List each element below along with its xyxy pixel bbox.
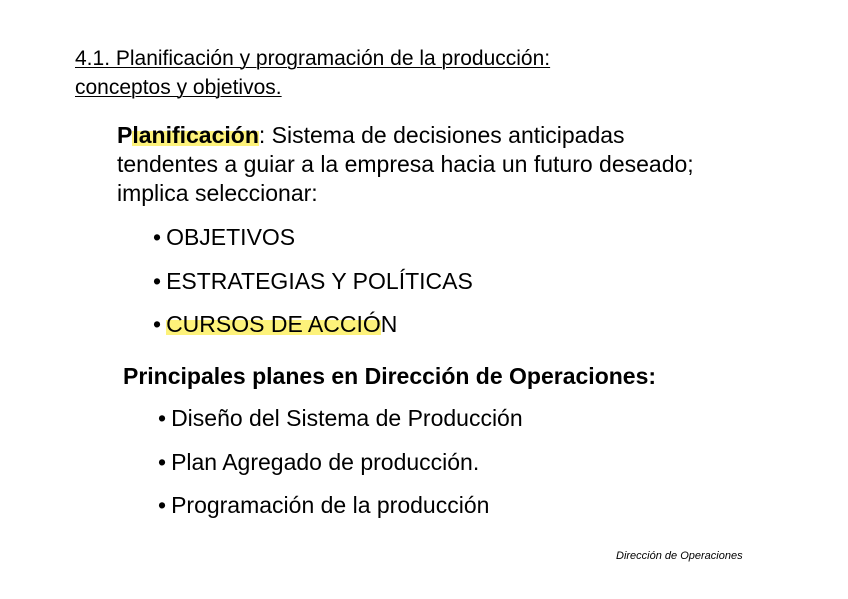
definition-term	[117, 122, 259, 148]
bullet-icon: •	[158, 405, 167, 431]
list-item	[158, 404, 523, 433]
footer-label: Dirección de Operaciones	[616, 550, 743, 562]
bullet-icon: •	[158, 492, 167, 518]
list-item-label: Plan Agregado de producción.	[171, 449, 480, 475]
list-item-label: OBJETIVOS	[166, 224, 296, 250]
definition-term-initial: P	[117, 122, 133, 148]
definition-line-2: tendentes a guiar a la empresa hacia un futuro deseado;	[117, 151, 694, 177]
definition-term-highlighted: lanificación	[132, 122, 259, 148]
bullet-icon: •	[153, 224, 162, 250]
page-title-line-1: 4.1. Planificación y programación de la producción:	[75, 47, 551, 70]
page-title	[75, 44, 550, 102]
list-item	[153, 223, 295, 252]
page-title-line-2: conceptos y objetivos.	[75, 76, 282, 99]
definition-line-1	[117, 121, 694, 150]
list-item-label-rest: N	[380, 311, 398, 337]
list-item	[153, 267, 473, 296]
list-item	[158, 491, 489, 520]
definition-line-1-text: : Sistema de decisiones anticipadas	[258, 122, 625, 148]
bullet-icon: •	[153, 311, 162, 337]
definition-line-3: implica seleccionar:	[117, 180, 318, 206]
list-item-label: ESTRATEGIAS Y POLÍTICAS	[166, 268, 473, 294]
list-item-label: Diseño del Sistema de Producción	[171, 405, 523, 431]
list-item-label-highlighted: CURSOS DE ACCIÓ	[166, 311, 381, 337]
definition-paragraph	[117, 121, 694, 208]
list-item-label: Programación de la producción	[171, 492, 490, 518]
bullet-icon: •	[153, 268, 162, 294]
plans-heading: Principales planes en Dirección de Operaciones:	[123, 363, 657, 389]
bullet-icon: •	[158, 449, 167, 475]
list-item	[153, 310, 397, 339]
list-item	[158, 448, 479, 477]
